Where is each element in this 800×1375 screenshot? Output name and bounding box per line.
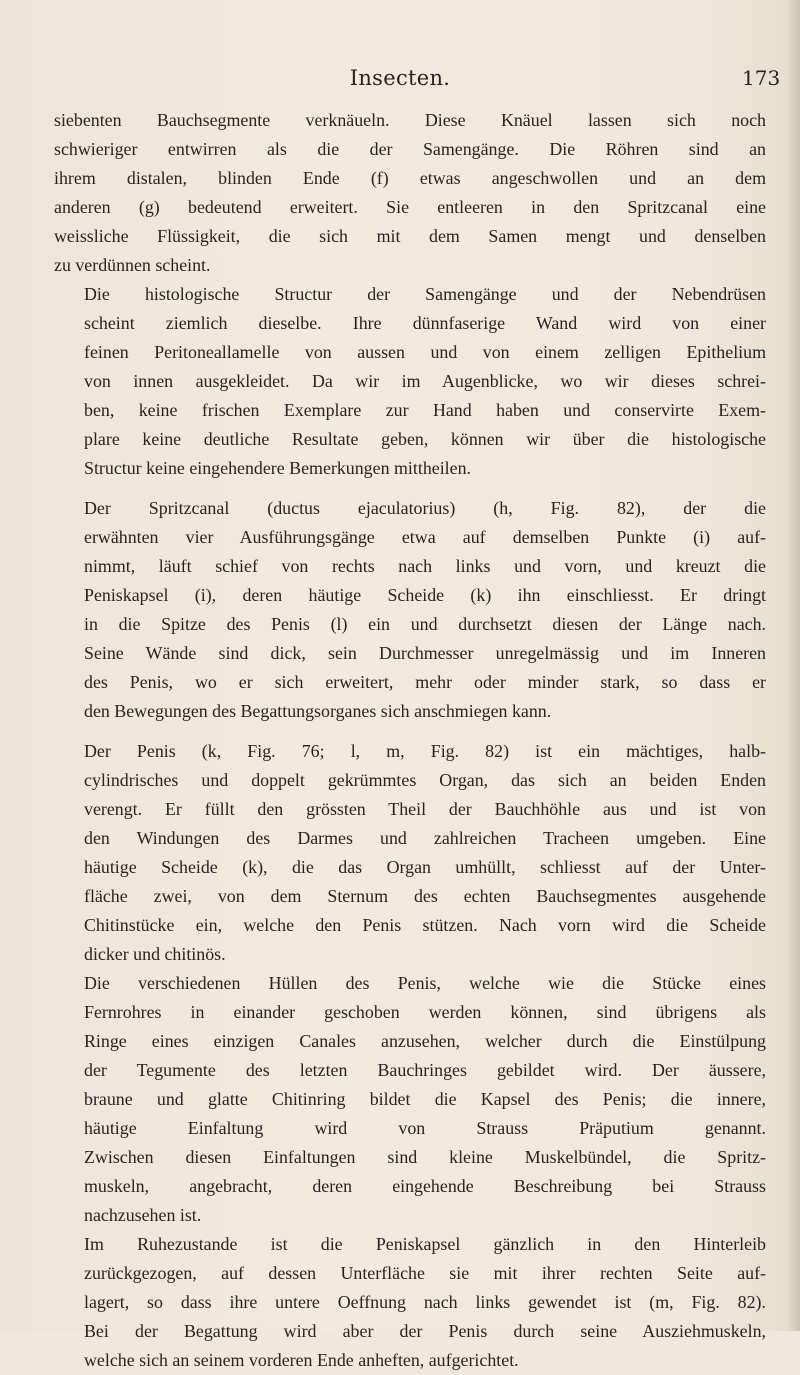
text-line: welche sich an seinem vorderen Ende anheften, aufgerichtet. bbox=[84, 1350, 519, 1370]
body-text bbox=[54, 106, 766, 1375]
text-line: cylindrisches und doppelt gekrümmtes Organ, das sich an beiden Enden bbox=[84, 770, 766, 790]
paragraph bbox=[54, 494, 766, 726]
text-line: nachzusehen ist. bbox=[84, 1205, 202, 1225]
text-line: verengt. Er füllt den grössten Theil der Bauchhöhle aus und ist von bbox=[84, 799, 766, 819]
text-line: der Tegumente des letzten Bauchringes gebildet wird. Der äussere, bbox=[84, 1060, 766, 1080]
text-line: anderen (g) bedeutend erweitert. Sie entleeren in den Spritzcanal eine bbox=[54, 197, 766, 217]
text-line: Der Penis (k, Fig. 76; l, m, Fig. 82) ist ein mächtiges, halb- bbox=[84, 741, 766, 761]
page-header bbox=[0, 66, 800, 96]
page-number: 173 bbox=[742, 66, 781, 90]
text-line: zurückgezogen, auf dessen Unterfläche sie mit ihrer rechten Seite auf- bbox=[84, 1263, 766, 1283]
text-line: Fernrohres in einander geschoben werden können, sind übrigens als bbox=[84, 1002, 766, 1022]
paragraph bbox=[54, 737, 766, 969]
paragraph bbox=[54, 280, 766, 483]
text-line: häutige Scheide (k), die das Organ umhüllt, schliesst auf der Unter- bbox=[84, 857, 766, 877]
text-line: von innen ausgekleidet. Da wir im Augenblicke, wo wir dieses schrei- bbox=[84, 371, 766, 391]
text-line: braune und glatte Chitinring bildet die Kapsel des Penis; die innere, bbox=[84, 1089, 766, 1109]
paragraph bbox=[54, 106, 766, 280]
text-line: erwähnten vier Ausführungsgänge etwa auf demselben Punkte (i) auf- bbox=[84, 527, 766, 547]
text-line: Im Ruhezustande ist die Peniskapsel gänzlich in den Hinterleib bbox=[84, 1234, 766, 1254]
text-line: lagert, so dass ihre untere Oeffnung nach links gewendet ist (m, Fig. 82). bbox=[84, 1292, 766, 1312]
text-line: scheint ziemlich dieselbe. Ihre dünnfaserige Wand wird von einer bbox=[84, 313, 766, 333]
text-line: Die histologische Structur der Samengänge und der Nebendrüsen bbox=[84, 284, 766, 304]
text-line: den Windungen des Darmes und zahlreichen Tracheen umgeben. Eine bbox=[84, 828, 766, 848]
page-edge-shadow bbox=[786, 0, 800, 1331]
text-line: in die Spitze des Penis (l) ein und durchsetzt diesen der Länge nach. bbox=[84, 614, 766, 634]
text-line: Bei der Begattung wird aber der Penis durch seine Ausziehmuskeln, bbox=[84, 1321, 766, 1341]
text-line: fläche zwei, von dem Sternum des echten Bauchsegmentes ausgehende bbox=[84, 886, 766, 906]
text-line: siebenten Bauchsegmente verknäueln. Diese Knäuel lassen sich noch bbox=[54, 110, 766, 130]
text-line: Ringe eines einzigen Canales anzusehen, welcher durch die Einstülpung bbox=[84, 1031, 766, 1051]
text-line: nimmt, läuft schief von rechts nach links und vorn, und kreuzt die bbox=[84, 556, 766, 576]
text-line: feinen Peritoneallamelle von aussen und von einem zelligen Epithelium bbox=[84, 342, 766, 362]
text-line: Structur keine eingehendere Bemerkungen mittheilen. bbox=[84, 458, 471, 478]
text-line: den Bewegungen des Begattungsorganes sich anschmiegen kann. bbox=[84, 701, 552, 721]
text-line: Zwischen diesen Einfaltungen sind kleine Muskelbündel, die Spritz- bbox=[84, 1147, 766, 1167]
text-line: ihrem distalen, blinden Ende (f) etwas angeschwollen und an dem bbox=[54, 168, 766, 188]
text-line: dicker und chitinös. bbox=[84, 944, 226, 964]
text-line: häutige Einfaltung wird von Strauss Präputium genannt. bbox=[84, 1118, 766, 1138]
text-line: weissliche Flüssigkeit, die sich mit dem Samen mengt und denselben bbox=[54, 226, 766, 246]
paragraph bbox=[54, 969, 766, 1230]
text-line: Die verschiedenen Hüllen des Penis, welche wie die Stücke eines bbox=[84, 973, 766, 993]
text-line: Peniskapsel (i), deren häutige Scheide (k) ihn einschliesst. Er dringt bbox=[84, 585, 766, 605]
text-line: plare keine deutliche Resultate geben, können wir über die histologische bbox=[84, 429, 766, 449]
running-title: Insecten. bbox=[349, 66, 451, 90]
text-line: Seine Wände sind dick, sein Durchmesser unregelmässig und im Inneren bbox=[84, 643, 766, 663]
text-line: Der Spritzcanal (ductus ejaculatorius) (h, Fig. 82), der die bbox=[84, 498, 766, 518]
text-line: zu verdünnen scheint. bbox=[54, 255, 211, 275]
text-line: des Penis, wo er sich erweitert, mehr oder minder stark, so dass er bbox=[84, 672, 766, 692]
text-line: schwieriger entwirren als die der Samengänge. Die Röhren sind an bbox=[54, 139, 766, 159]
text-line: ben, keine frischen Exemplare zur Hand haben und conservirte Exem- bbox=[84, 400, 766, 420]
text-line: Chitinstücke ein, welche den Penis stützen. Nach vorn wird die Scheide bbox=[84, 915, 766, 935]
paragraph bbox=[54, 1230, 766, 1375]
text-line: muskeln, angebracht, deren eingehende Beschreibung bei Strauss bbox=[84, 1176, 766, 1196]
